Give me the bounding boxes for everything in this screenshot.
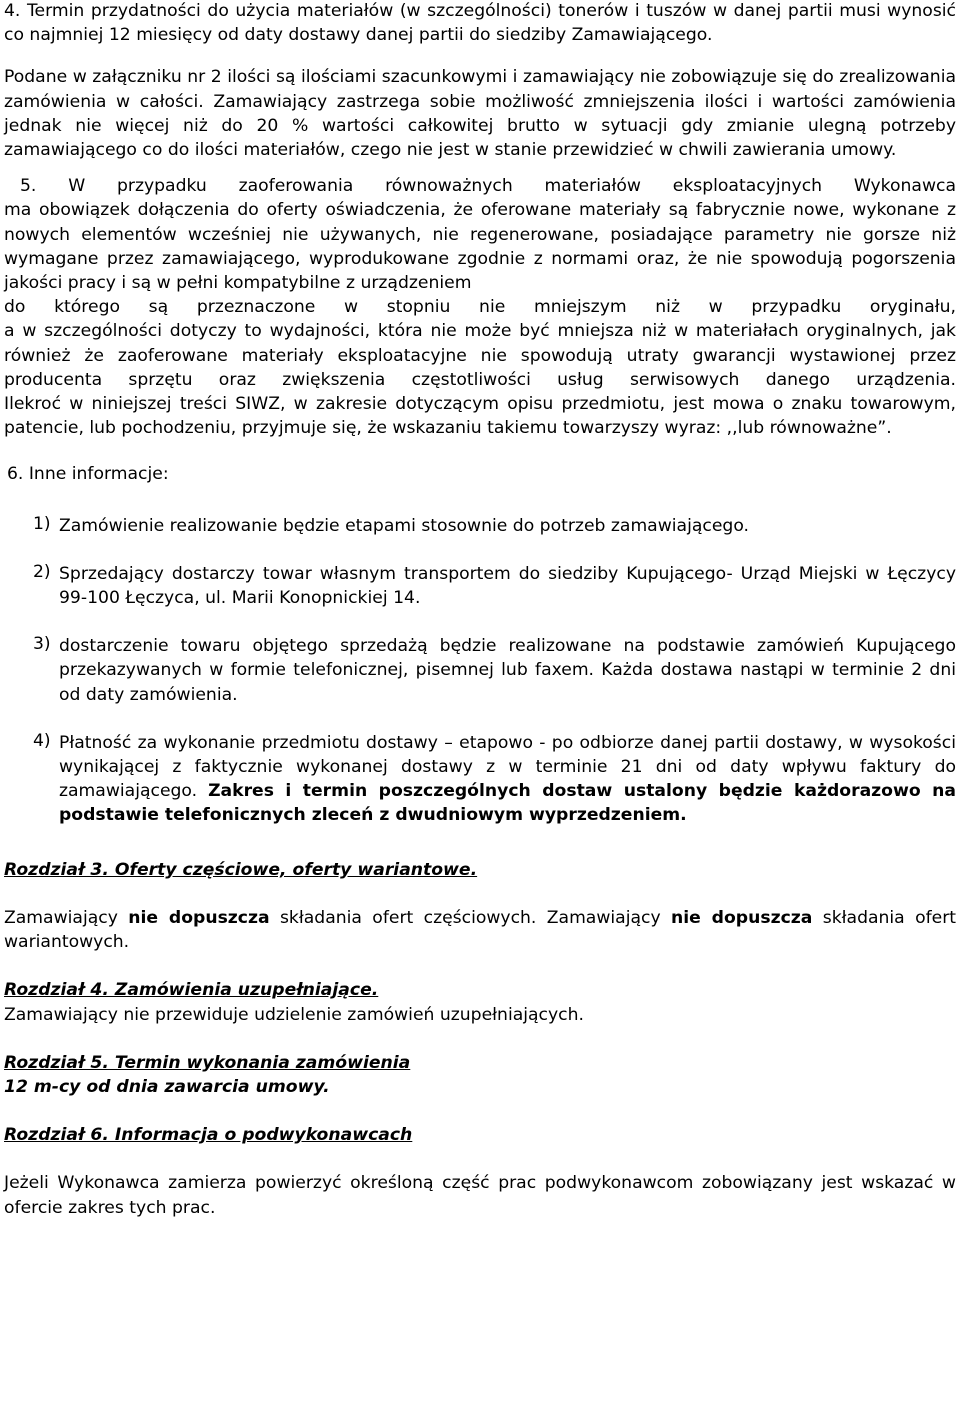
section-6-heading: 6. Inne informacje:: [7, 464, 169, 485]
list-item: [4, 634, 956, 707]
list-item-text: Płatność za wykonanie przedmiotu dostawy – etapowo - po odbiorze danej partii dostawy, w wysokości wynikającej z faktycznie wykonanej dostawy z w terminie 21 dni od daty wpływu faktury do zamawiającego. Zakres i termin poszczególnych dostaw ustalony będzie każdorazowo na podstawie telefonicznych zleceń z dwudniowym wyprzedzeniem.: [59, 732, 956, 826]
section-5: [4, 174, 956, 440]
chapter-3-heading: Rozdział 3. Oferty częściowe, oferty wariantowe.: [4, 859, 478, 880]
list-item: [4, 562, 956, 610]
chapter-4-text: Zamawiający nie przewiduje udzielenie zamówień uzupełniających.: [4, 1004, 584, 1025]
section-5-number: 5.: [20, 176, 37, 197]
section-5-body-4: Ilekroć w niniejszej treści SIWZ, w zakresie dotyczącym opisu przedmiotu, jest mowa o znaku towarowym, patencie, lub pochodzeniu, przyjmuje się, że wskazaniu takiemu towarzyszy wyraz: ,,lub równoważne”.: [4, 394, 956, 439]
section-5-body-2: do którego są przeznaczone w stopniu nie mniejszym niż w przypadku oryginału,: [4, 297, 956, 318]
list-marker: 1): [33, 513, 51, 534]
list-item-text: Zamówienie realizowanie będzie etapami stosownie do potrzeb zamawiającego.: [59, 515, 750, 536]
chapter-5-text: 12 m-cy od dnia zawarcia umowy.: [4, 1076, 330, 1097]
chapter-4-heading: Rozdział 4. Zamówienia uzupełniające.: [4, 980, 379, 1001]
document-page: [4, 0, 956, 1220]
chapter-3-text: Zamawiający nie dopuszcza składania ofert częściowych. Zamawiający nie dopuszcza składania ofert wariantowych.: [4, 907, 957, 953]
list-item: [4, 514, 956, 538]
section-5-line-1: 5. W przypadku zaoferowania równoważnych materiałów eksploatacyjnych Wykonawca: [20, 176, 957, 197]
list-marker: 4): [33, 730, 51, 751]
list-item-text: dostarczenie towaru objętego sprzedażą będzie realizowane na podstawie zamówień Kupującego przekazywanych w formie telefonicznej, pisemnej lub faxem. Każda dostawa nastąpi w terminie 2 dni od daty zamówienia.: [59, 636, 956, 705]
quantities-paragraph: Podane w załączniku nr 2 ilości są ilościami szacunkowymi i zamawiający nie zobowiązuje się do zrealizowania zamówienia w całości. Zamawiający zastrzega sobie możliwość zmniejszenia ilości i wartości zamówienia jednak nie więcej niż do 20 % wartości całkowitej brutto w sytuacji gdy zmianie ulegną potrzeby zamawiającego co do ilości materiałów, czego nie jest w stanie przewidzieć w chwili zawierania umowy.: [4, 67, 956, 161]
chapter-5-heading: Rozdział 5. Termin wykonania zamówienia: [4, 1052, 411, 1073]
section-5-body-3: a w szczególności dotyczy to wydajności, która nie może być mniejsza niż w materiałach oryginalnych, jak również że zaoferowane materiały eksploatacyjne nie spowodują utraty gwarancji wystawionej przez producenta sprzętu oraz zwiększenia częstotliwości usług serwisowych danego urządzenia.: [4, 321, 956, 390]
section-5-body-1: ma obowiązek dołączenia do oferty oświadczenia, że oferowane materiały są fabrycznie nowe, wykonane z nowych elementów wcześniej nie używanych, nie regenerowane, posiadające parametry nie gorsze niż wymagane przez zamawiającego, wyprodukowane zgodnie z normami oraz, że nie spowodują pogorszenia jakości pracy i są w pełni kompatybilne z urządzeniem: [4, 200, 956, 294]
chapter-6-text: Jeżeli Wykonawca zamierza powierzyć określoną część prac podwykonawcom zobowiązany jest wskazać w ofercie zakres tych prac.: [4, 1173, 956, 1218]
chapter-6-heading: Rozdział 6. Informacja o podwykonawcach: [4, 1125, 413, 1146]
section-4-paragraph: 4. Termin przydatności do użycia materiałów (w szczególności) tonerów i tuszów w danej partii musi wynosić co najmniej 12 miesięcy od daty dostawy danej partii do siedziby Zamawiającego.: [4, 1, 956, 46]
list-item: [4, 731, 956, 828]
list-marker: 2): [33, 561, 51, 582]
list-item-bold-text: Zakres i termin poszczególnych dostaw ustalony będzie każdorazowo na podstawie telefonicznych zleceń z dwudniowym wyprzedzeniem.: [59, 781, 956, 826]
list-marker: 3): [33, 634, 51, 655]
list-item-text: Sprzedający dostarczy towar własnym transportem do siedziby Kupującego- Urząd Miejski w Łęczycy 99-100 Łęczyca, ul. Marii Konopnickiej 14.: [59, 563, 956, 609]
